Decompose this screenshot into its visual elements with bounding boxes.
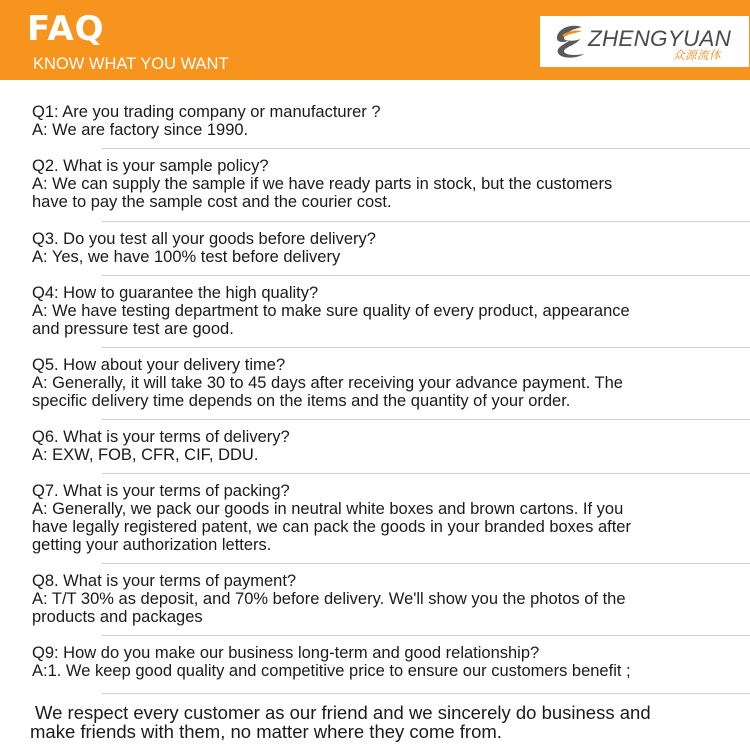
- faq-question: Q6. What is your terms of delivery?: [32, 428, 290, 446]
- divider: [102, 221, 750, 222]
- page-title: FAQ: [27, 9, 105, 49]
- faq-question: Q1: Are you trading company or manufacturer ?: [32, 103, 381, 121]
- faq-question: Q4: How to guarantee the high quality?: [32, 284, 319, 302]
- brand-logo: [540, 16, 749, 67]
- closing-statement: [30, 703, 730, 741]
- divider: [102, 473, 750, 474]
- faq-question: Q9: How do you make our business long-term and good relationship?: [32, 644, 540, 662]
- faq-item-5: [32, 356, 722, 410]
- divider: [102, 347, 750, 348]
- divider: [102, 419, 750, 420]
- faq-answer: A: EXW, FOB, CFR, CIF, DDU.: [32, 446, 259, 464]
- divider: [102, 635, 750, 636]
- faq-item-2: [32, 157, 722, 211]
- faq-answer: A: We have testing department to make sure quality of every product, appearance: [32, 302, 630, 320]
- faq-question: Q8. What is your terms of payment?: [32, 572, 297, 590]
- faq-item-1: [32, 103, 722, 139]
- faq-answer: products and packages: [32, 608, 203, 626]
- faq-item-4: [32, 284, 722, 338]
- faq-item-3: [32, 230, 722, 266]
- divider: [102, 693, 750, 694]
- page-subtitle: KNOW WHAT YOU WANT: [33, 55, 229, 73]
- faq-answer: A: We are factory since 1990.: [32, 121, 249, 139]
- faq-question: Q2. What is your sample policy?: [32, 157, 269, 175]
- faq-answer: specific delivery time depends on the items and the quantity of your order.: [32, 392, 571, 410]
- faq-answer: and pressure test are good.: [32, 320, 234, 338]
- faq-item-8: [32, 572, 722, 626]
- logo-chinese-name: 众源流体: [673, 48, 721, 62]
- divider: [102, 563, 750, 564]
- divider: [102, 148, 750, 149]
- faq-answer: A:1. We keep good quality and competitive price to ensure our customers benefit ;: [32, 662, 631, 680]
- divider: [102, 275, 750, 276]
- faq-answer: A: We can supply the sample if we have ready parts in stock, but the customers: [32, 175, 613, 193]
- faq-answer: have to pay the sample cost and the courier cost.: [32, 193, 392, 211]
- faq-question: Q5. How about your delivery time?: [32, 356, 286, 374]
- faq-answer: have legally registered patent, we can pack the goods in your branded boxes after: [32, 518, 631, 536]
- faq-question: Q3. Do you test all your goods before delivery?: [32, 230, 376, 248]
- faq-answer: A: Generally, we pack our goods in neutral white boxes and brown cartons. If you: [32, 500, 624, 518]
- faq-question: Q7. What is your terms of packing?: [32, 482, 290, 500]
- faq-answer: A: Generally, it will take 30 to 45 days after receiving your advance payment. The: [32, 374, 623, 392]
- faq-item-9: [32, 644, 722, 680]
- faq-answer: getting your authorization letters.: [32, 536, 272, 554]
- logo-wordmark: ZHENGYUAN: [588, 26, 732, 51]
- header-banner: [0, 0, 750, 80]
- closing-line: make friends with them, no matter where they come from.: [30, 721, 502, 742]
- faq-item-6: [32, 428, 722, 464]
- faq-answer: A: Yes, we have 100% test before delivery: [32, 248, 341, 266]
- zhengyuan-logo-icon: [552, 21, 588, 61]
- closing-line: We respect every customer as our friend and we sincerely do business and: [35, 702, 651, 723]
- faq-item-7: [32, 482, 722, 554]
- faq-answer: A: T/T 30% as deposit, and 70% before delivery. We'll show you the photos of the: [32, 590, 626, 608]
